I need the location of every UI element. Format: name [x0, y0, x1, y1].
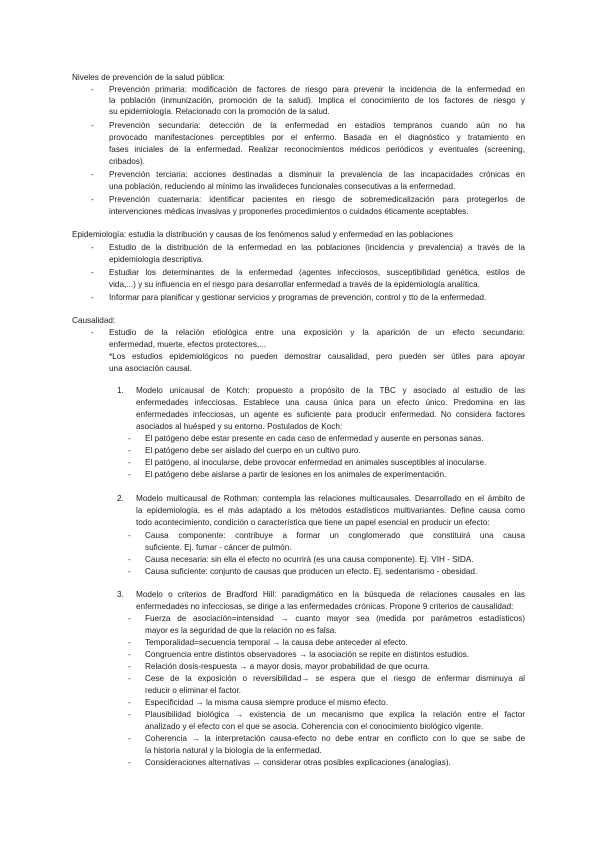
note-text: *Los estudios epidemiológicos no pueden demostrar causalidad, pero pueden ser útiles para apoyar: [109, 352, 525, 361]
sub-bullet-text: mayor es la seguridad de que la relación no es falsa.: [145, 626, 337, 635]
numbered-item-text: Modelo multicausal de Rothman: contempla las relaciones multicausales. Desarrollado en el ámbito de: [136, 494, 525, 503]
sub-bullet-text: la historia natural y la biología de la enfermedad.: [145, 746, 322, 755]
section-heading-prevention: Niveles de prevención de la salud pública:: [72, 73, 225, 82]
bullet-text: fases iniciales de la enfermedad. Realizar reconocimientos médicos periódicos y eventuales (screening,: [109, 145, 525, 154]
sub-bullet-text: Consideraciones alternativas → considerar otras posibles explicaciones (analogías).: [145, 758, 451, 767]
bullet-dash: -: [91, 85, 94, 94]
sub-bullet-dash: -: [128, 567, 131, 576]
sub-bullet-dash: -: [128, 734, 131, 743]
list-number: 2.: [117, 494, 124, 503]
bullet-dash: -: [91, 243, 94, 252]
bullet-text: Prevención secundaria: detección de la enfermedad en estadios tempranos cuando aún no ha: [109, 121, 525, 130]
bullet-dash: -: [91, 195, 94, 204]
bullet-text: provocado manifestaciones perceptibles por el enfermo. Basada en el diagnóstico y tratamiento en: [109, 133, 525, 142]
sub-bullet-text: Temporalidad=secuencia temporal → la causa debe anteceder al efecto.: [145, 638, 408, 647]
sub-bullet-text: Congruencia entre distintos observadores → la asociación se repite en distintos estudios.: [145, 650, 470, 659]
sub-bullet-dash: -: [128, 531, 131, 540]
bullet-text: la población (inmunización, promoción de la salud). Implica el conocimiento de los factores de riesgo y: [109, 96, 525, 105]
bullet-text: epidemiología descriptiva.: [109, 255, 204, 264]
bullet-text: intervenciones médicas invasivas y proponerles procedimientos o cuidados éticamente aceptables.: [109, 207, 469, 216]
sub-bullet-dash: -: [128, 650, 131, 659]
sub-bullet-text: suficiente. Ej. fumar - cáncer de pulmón.: [145, 543, 292, 552]
bullet-text: Prevención cuaternaria: identificar pacientes en riesgo de sobremedicalización para protegerlos de: [109, 195, 525, 204]
section-heading-epidemiology: Epidemiología: estudia la distribución y causas de los fenómenos salud y enfermedad en las poblaciones: [72, 230, 453, 239]
sub-bullet-dash: -: [128, 434, 131, 443]
bullet-text: Estudio de la distribución de la enfermedad en las poblaciones (incidencia y prevalencia) a través de la: [109, 243, 525, 252]
sub-bullet-text: Plausibilidad biológica → existencia de un mecanismo que explica la relación entre el factor: [145, 710, 525, 719]
sub-bullet-text: Causa suficiente: conjunto de causas que producen un efecto. Ej. sedentarismo - obesidad.: [145, 567, 478, 576]
sub-bullet-text: analizado y el efecto con el que se asocia. Coherencia con el conocimiento biológico vigente.: [145, 722, 484, 731]
bullet-dash: -: [91, 121, 94, 130]
sub-bullet-dash: -: [128, 758, 131, 767]
sub-bullet-text: Coherencia → la interpretación causa-efecto no debe entrar en conflicto con lo que se sabe de: [145, 734, 525, 743]
sub-bullet-dash: -: [128, 662, 131, 671]
bullet-text: su epidemiología. Relacionado con la promoción de la salud.: [109, 107, 330, 116]
bullet-text: Estudio de la relación etiológica entre una exposición y la aparición de un efecto secundario:: [109, 328, 525, 337]
sub-bullet-text: Causa necesaria: sin ella el efecto no ocurrirá (es una causa componente). Ej. VIH - SIDA.: [145, 555, 474, 564]
sub-bullet-dash: -: [128, 555, 131, 564]
sub-bullet-text: reducir o eliminar el factor.: [145, 686, 242, 695]
sub-bullet-dash: -: [128, 698, 131, 707]
numbered-item-text: Modelo o criterios de Bradford Hill: paradigmático en la búsqueda de relaciones causales en las: [136, 590, 525, 599]
sub-bullet-text: El patógeno debe estar presente en cada caso de enfermedad y ausente en personas sanas.: [145, 434, 484, 443]
sub-bullet-text: Relación dosis-respuesta → a mayor dosis, mayor probabilidad de que ocurra.: [145, 662, 430, 671]
bullet-text: una población, reduciendo al mínimo las invalideces funcionales consecutivas a la enfermedad.: [109, 182, 456, 191]
sub-bullet-text: El patógeno, al inocularse, debe provocar enfermedad en animales susceptibles al inocularse.: [145, 458, 487, 467]
sub-bullet-text: El patógeno debe ser aislado del cuerpo en un cultivo puro.: [145, 446, 361, 455]
sub-bullet-dash: -: [128, 458, 131, 467]
numbered-item-text: Modelo unicausal de Kotch: propuesto a propósito de la TBC y asociado al estudio de las: [136, 386, 525, 395]
note-text: una asociación causal.: [109, 364, 192, 373]
sub-bullet-text: El patógeno debe aislarse a partir de lesiones en los animales de experimentación.: [145, 470, 447, 479]
sub-bullet-text: Especificidad → la misma causa siempre produce el mismo efecto.: [145, 698, 388, 707]
sub-bullet-dash: -: [128, 614, 131, 623]
list-number: 3.: [117, 590, 124, 599]
bullet-dash: -: [91, 328, 94, 337]
sub-bullet-dash: -: [128, 710, 131, 719]
bullet-text: vida,...) y su influencia en el riesgo para desarrollar enfermedad a través de la epidemiología analítica.: [109, 280, 480, 289]
bullet-dash: -: [91, 268, 94, 277]
numbered-item-text: todo acontecimiento, condición o característica que tiene un papel esencial en producir un efecto:: [136, 518, 490, 527]
numbered-item-text: enfermedades infecciosas. Establece una causa única para un efecto único. Predomina en las: [136, 398, 525, 407]
sub-bullet-dash: -: [128, 638, 131, 647]
sub-bullet-text: Fuerza de asociación=intensidad → cuanto mayor sea (medida por parámetros estadísticos): [145, 614, 525, 623]
section-heading-causality: Causalidad:: [72, 316, 116, 325]
numbered-item-text: enfermedades no infecciosas, se dirige a las enfermedades crónicas. Propone 9 criterios de causalidad:: [136, 602, 514, 611]
bullet-dash: -: [91, 170, 94, 179]
bullet-text: Prevención primaria: modificación de factores de riesgo para prevenir la incidencia de la enfermedad en: [109, 85, 525, 94]
bullet-text: cribados).: [109, 157, 145, 166]
sub-bullet-dash: -: [128, 446, 131, 455]
bullet-dash: -: [91, 293, 94, 302]
sub-bullet-dash: -: [128, 674, 131, 683]
numbered-item-text: enfermedades infecciosas, un agente es suficiente para producir enfermedad. No considera factores: [136, 410, 525, 419]
list-number: 1.: [117, 386, 124, 395]
bullet-text: Prevención terciaria: acciones destinadas a disminuir la prevalencia de las incapacidades crónicas en: [109, 170, 525, 179]
sub-bullet-text: Cese de la exposición o reversibilidad→ se espera que el riesgo de enfermar disminuya al: [145, 674, 525, 683]
numbered-item-text: asociados al huésped y su entorno. Postulados de Koch:: [136, 422, 343, 431]
bullet-text: Estudiar los determinantes de la enfermedad (agentes infecciosos, susceptibilidad genética, estilos de: [109, 268, 525, 277]
sub-bullet-dash: -: [128, 470, 131, 479]
sub-bullet-text: Causa componente: contribuye a formar un conglomerado que constituirá una causa: [145, 531, 525, 540]
bullet-text: enfermedad, muerte, efectos protectores,...: [109, 340, 267, 349]
bullet-text: Informar para planificar y gestionar servicios y programas de prevención, control y tto de la enfermedad.: [109, 293, 487, 302]
numbered-item-text: la epidemiología, es el más adaptado a los métodos estadísticos multivariantes. Define causa como: [136, 506, 525, 515]
